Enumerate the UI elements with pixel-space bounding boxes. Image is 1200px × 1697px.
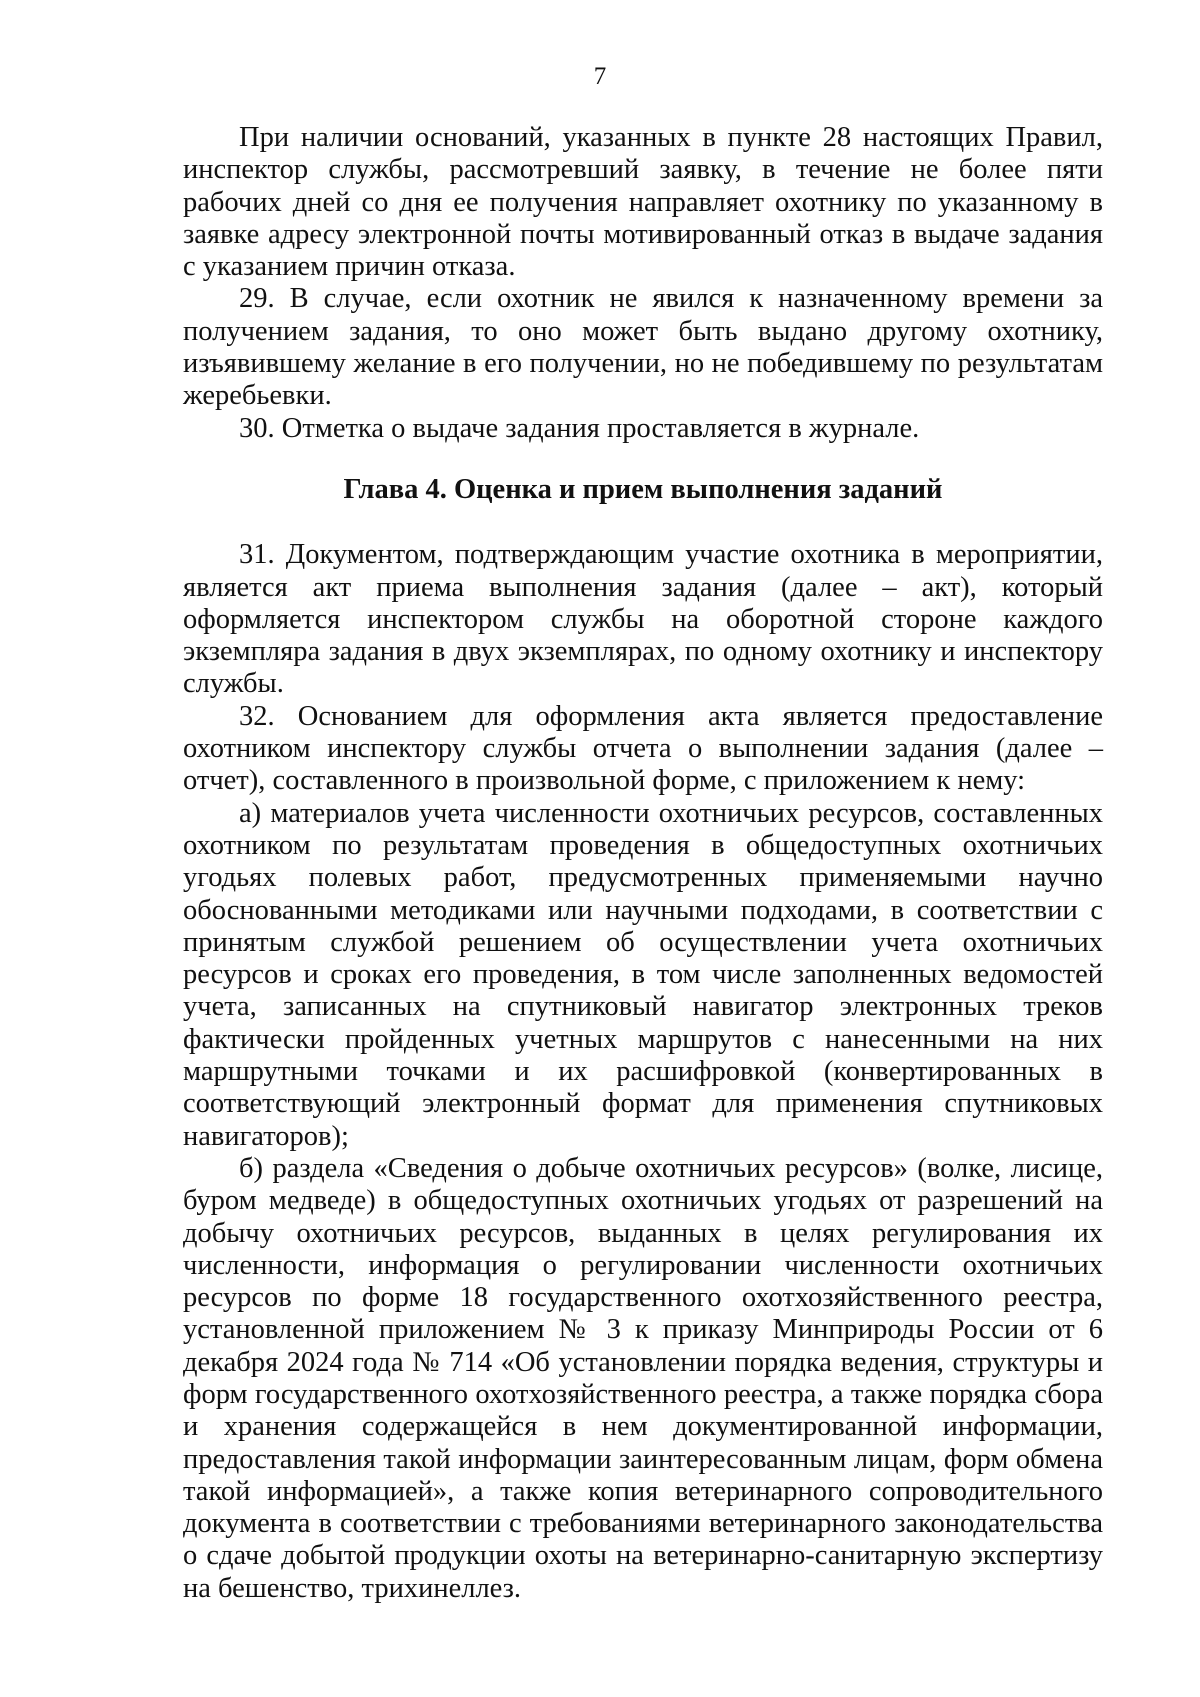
page-number: 7 bbox=[593, 63, 607, 90]
paragraph-32-a: а) материалов учета численности охотничьих ресурсов, составленных охотником по результатам проведения в общедоступных охотничьих угодьях полевых работ, предусмотренных применяемыми научно обоснованными методиками или научными подходами, в соответствии с принятым службой решением об осуществлении учета охотничьих ресурсов и сроках его проведения, в том числе заполненных ведомостей учета, записанных на спутниковый навигатор электронных треков фактически пройденных учетных маршрутов с нанесенными на них маршрутными точками и их расшифровкой (конвертированных в соответствующий электронный формат для применения спутниковых навигаторов); bbox=[183, 797, 1103, 1152]
chapter-heading: Глава 4. Оценка и прием выполнения заданий bbox=[343, 473, 943, 505]
document-body bbox=[183, 122, 1103, 1605]
paragraph-32-b: б) раздела «Сведения о добыче охотничьих ресурсов» (волке, лисице, буром медведе) в общедоступных охотничьих угодьях от разрешений на добычу охотничьих ресурсов, выданных в целях регулирования их численности, информация о регулировании численности охотничьих ресурсов по форме 18 государственного охотхозяйственного реестра, установленной приложением № 3 к приказу Минприроды России от 6 декабря 2024 года № 714 «Об установлении порядка ведения, структуры и форм государственного охотхозяйственного реестра, а также порядка сбора и хранения содержащейся в нем документированной информации, предоставления такой информации заинтересованным лицам, форм обмена такой информацией», а также копия ветеринарного сопроводительного документа в соответствии с требованиями ветеринарного законодательства о сдаче добытой продукции охоты на ветеринарно-санитарную экспертизу на бешенство, трихинеллез. bbox=[183, 1152, 1103, 1604]
paragraph-32: 32. Основанием для оформления акта является предоставление охотником инспектору службы отчета о выполнении задания (далее – отчет), составленного в произвольной форме, с приложением к нему: bbox=[183, 700, 1103, 797]
paragraph-30: 30. Отметка о выдаче задания проставляется в журнале. bbox=[239, 412, 920, 444]
paragraph-29: 29. В случае, если охотник не явился к назначенному времени за получением задания, то оно может быть выдано другому охотнику, изъявившему желание в его получении, но не победившему по результатам жеребьевки. bbox=[183, 283, 1103, 412]
paragraph-31: 31. Документом, подтверждающим участие охотника в мероприятии, является акт приема выполнения задания (далее – акт), который оформляется инспектором службы на оборотной стороне каждого экземпляра задания в двух экземплярах, по одному охотнику и инспектору службы. bbox=[183, 539, 1103, 700]
paragraph-refusal: При наличии оснований, указанных в пункте 28 настоящих Правил, инспектор службы, рассмотревший заявку, в течение не более пяти рабочих дней со дня ее получения направляет охотнику по указанному в заявке адресу электронной почты мотивированный отказ в выдаче задания с указанием причин отказа. bbox=[183, 122, 1103, 283]
